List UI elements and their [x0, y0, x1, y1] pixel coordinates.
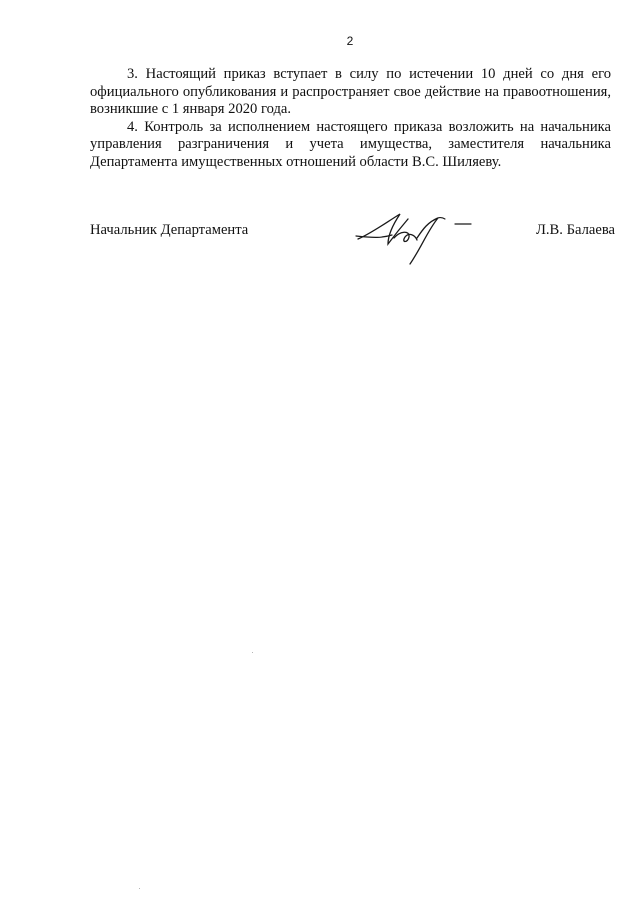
paragraph-3: 3. Настоящий приказ вступает в силу по истечении 10 дней со дня его официального опубликования и распространяет свое действие на правоотношения, возникшие с 1 января 2020 года. — [90, 66, 611, 117]
handwritten-signature — [348, 204, 478, 266]
page-number: 2 — [346, 34, 354, 48]
document-body — [90, 66, 611, 171]
scan-speck — [139, 888, 140, 889]
scan-speck — [252, 652, 253, 653]
signer-name: Л.В. Балаева — [536, 222, 615, 238]
signature-block — [90, 222, 615, 262]
paragraph-4: 4. Контроль за исполнением настоящего приказа возложить на начальника управления разграничения и учета имущества, заместителя начальника Департамента имущественных отношений области В.С. Шиляеву. — [90, 118, 611, 170]
signer-title: Начальник Департамента — [90, 222, 249, 238]
